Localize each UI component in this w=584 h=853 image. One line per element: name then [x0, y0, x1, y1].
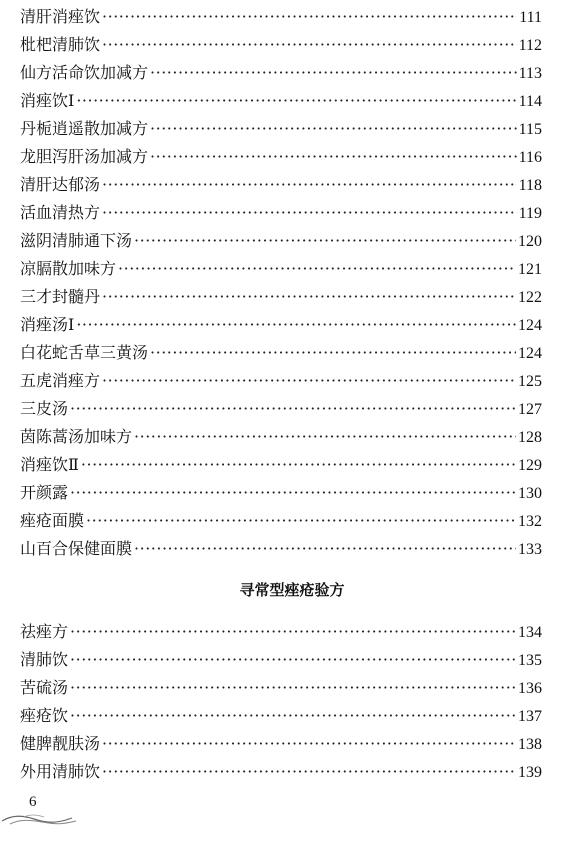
toc-entry[interactable]: [20, 367, 542, 395]
toc-entry-title: 消痤饮Ⅱ: [20, 455, 79, 474]
toc-entry[interactable]: [20, 730, 542, 758]
toc-entry-page: 116: [518, 149, 542, 166]
toc-entry-title: 凉膈散加味方: [20, 259, 117, 278]
dot-leader: [150, 115, 517, 143]
toc-entry[interactable]: [20, 674, 542, 702]
toc-entry-page: 122: [518, 289, 542, 306]
dot-leader: [102, 199, 517, 227]
toc-entry-title: 痤疮饮: [20, 706, 69, 725]
dot-leader: [134, 423, 516, 451]
toc-entry[interactable]: [20, 395, 542, 423]
toc-entry-page: 139: [518, 764, 542, 781]
toc-entry-title: 外用清肺饮: [20, 762, 101, 781]
toc-entry-page: 119: [518, 205, 542, 222]
dot-leader: [102, 367, 516, 395]
dot-leader: [70, 618, 516, 646]
toc-list-section: [20, 618, 542, 786]
toc-entry-page: 127: [518, 401, 542, 418]
dot-leader: [134, 227, 516, 255]
dot-leader: [70, 479, 516, 507]
toc-entry-page: 121: [518, 261, 542, 278]
toc-entry-title: 龙胆泻肝汤加减方: [20, 147, 149, 166]
dot-leader: [102, 758, 516, 786]
toc-entry[interactable]: [20, 423, 542, 451]
toc-entry-title: 清肝达郁汤: [20, 175, 101, 194]
toc-entry[interactable]: [20, 227, 542, 255]
toc-entry-page: 113: [518, 65, 542, 82]
dot-leader: [118, 255, 516, 283]
toc-entry[interactable]: [20, 618, 542, 646]
toc-entry[interactable]: [20, 143, 542, 171]
toc-entry[interactable]: [20, 199, 542, 227]
toc-entry[interactable]: [20, 115, 542, 143]
toc-entry-title: 活血清热方: [20, 203, 101, 222]
toc-entry-page: 130: [518, 485, 542, 502]
toc-entry-page: 129: [518, 457, 542, 474]
dot-leader: [150, 143, 517, 171]
dot-leader: [76, 311, 516, 339]
toc-entry-page: 128: [518, 429, 542, 446]
toc-entry[interactable]: [20, 31, 542, 59]
toc-entry-page: 120: [518, 233, 542, 250]
toc-entry[interactable]: [20, 479, 542, 507]
dot-leader: [102, 171, 517, 199]
toc-entry-page: 114: [518, 93, 542, 110]
toc-entry-title: 清肺饮: [20, 650, 69, 669]
toc-entry-title: 仙方活命饮加减方: [20, 63, 149, 82]
toc-entry-title: 清肝消痤饮: [20, 7, 101, 26]
toc-entry-page: 111: [519, 9, 542, 26]
toc-entry-title: 健脾靓肤汤: [20, 734, 101, 753]
dot-leader: [81, 451, 516, 479]
toc-entry-title: 茵陈蒿汤加味方: [20, 427, 133, 446]
dot-leader: [76, 87, 516, 115]
toc-entry-title: 丹栀逍遥散加减方: [20, 119, 149, 138]
toc-entry-title: 山百合保健面膜: [20, 539, 133, 558]
toc-entry[interactable]: [20, 3, 542, 31]
toc-entry-page: 125: [518, 373, 542, 390]
toc-entry[interactable]: [20, 87, 542, 115]
toc-entry-title: 消痤饮Ⅰ: [20, 91, 75, 110]
dot-leader: [102, 3, 517, 31]
toc-entry-page: 124: [518, 317, 542, 334]
toc-entry-page: 138: [518, 736, 542, 753]
toc-entry[interactable]: [20, 171, 542, 199]
dot-leader: [150, 59, 517, 87]
toc-entry-title: 三皮汤: [20, 399, 69, 418]
toc-entry[interactable]: [20, 311, 542, 339]
toc-entry-page: 135: [518, 652, 542, 669]
toc-entry[interactable]: [20, 758, 542, 786]
dot-leader: [70, 702, 516, 730]
toc-entry[interactable]: [20, 702, 542, 730]
toc-entry[interactable]: [20, 255, 542, 283]
dot-leader: [102, 283, 516, 311]
dot-leader: [70, 646, 516, 674]
dot-leader: [86, 507, 516, 535]
toc-entry-title: 枇杷清肺饮: [20, 35, 101, 54]
toc-entry-title: 祛痤方: [20, 622, 69, 641]
wave-ornament-icon: [0, 812, 80, 828]
toc-entry-page: 134: [518, 624, 542, 641]
dot-leader: [150, 339, 516, 367]
toc-entry-page: 136: [518, 680, 542, 697]
toc-entry-page: 132: [518, 513, 542, 530]
toc-entry-title: 白花蛇舌草三黄汤: [20, 343, 149, 362]
page-number: 6: [29, 794, 37, 810]
toc-list-main: [20, 3, 542, 563]
dot-leader: [102, 31, 517, 59]
dot-leader: [70, 395, 516, 423]
toc-entry-title: 开颜露: [20, 483, 69, 502]
toc-entry[interactable]: [20, 59, 542, 87]
toc-entry-page: 118: [518, 177, 542, 194]
toc-entry[interactable]: [20, 507, 542, 535]
toc-entry[interactable]: [20, 339, 542, 367]
toc-entry[interactable]: [20, 451, 542, 479]
toc-entry-page: 112: [518, 37, 542, 54]
dot-leader: [102, 730, 516, 758]
section-heading: 寻常型痤疮验方: [239, 581, 345, 599]
toc-entry[interactable]: [20, 283, 542, 311]
toc-entry-title: 滋阴清肺通下汤: [20, 231, 133, 250]
toc-entry[interactable]: [20, 535, 542, 563]
toc-entry-page: 133: [518, 541, 542, 558]
toc-entry-page: 115: [518, 121, 542, 138]
toc-entry-title: 消痤汤Ⅰ: [20, 315, 75, 334]
toc-entry-page: 137: [518, 708, 542, 725]
toc-entry[interactable]: [20, 646, 542, 674]
dot-leader: [134, 535, 516, 563]
toc-entry-title: 五虎消痤方: [20, 371, 101, 390]
toc-entry-page: 124: [518, 345, 542, 362]
toc-entry-title: 痤疮面膜: [20, 511, 85, 530]
dot-leader: [70, 674, 516, 702]
toc-entry-title: 三才封髓丹: [20, 287, 101, 306]
toc-entry-title: 苦硫汤: [20, 678, 69, 697]
